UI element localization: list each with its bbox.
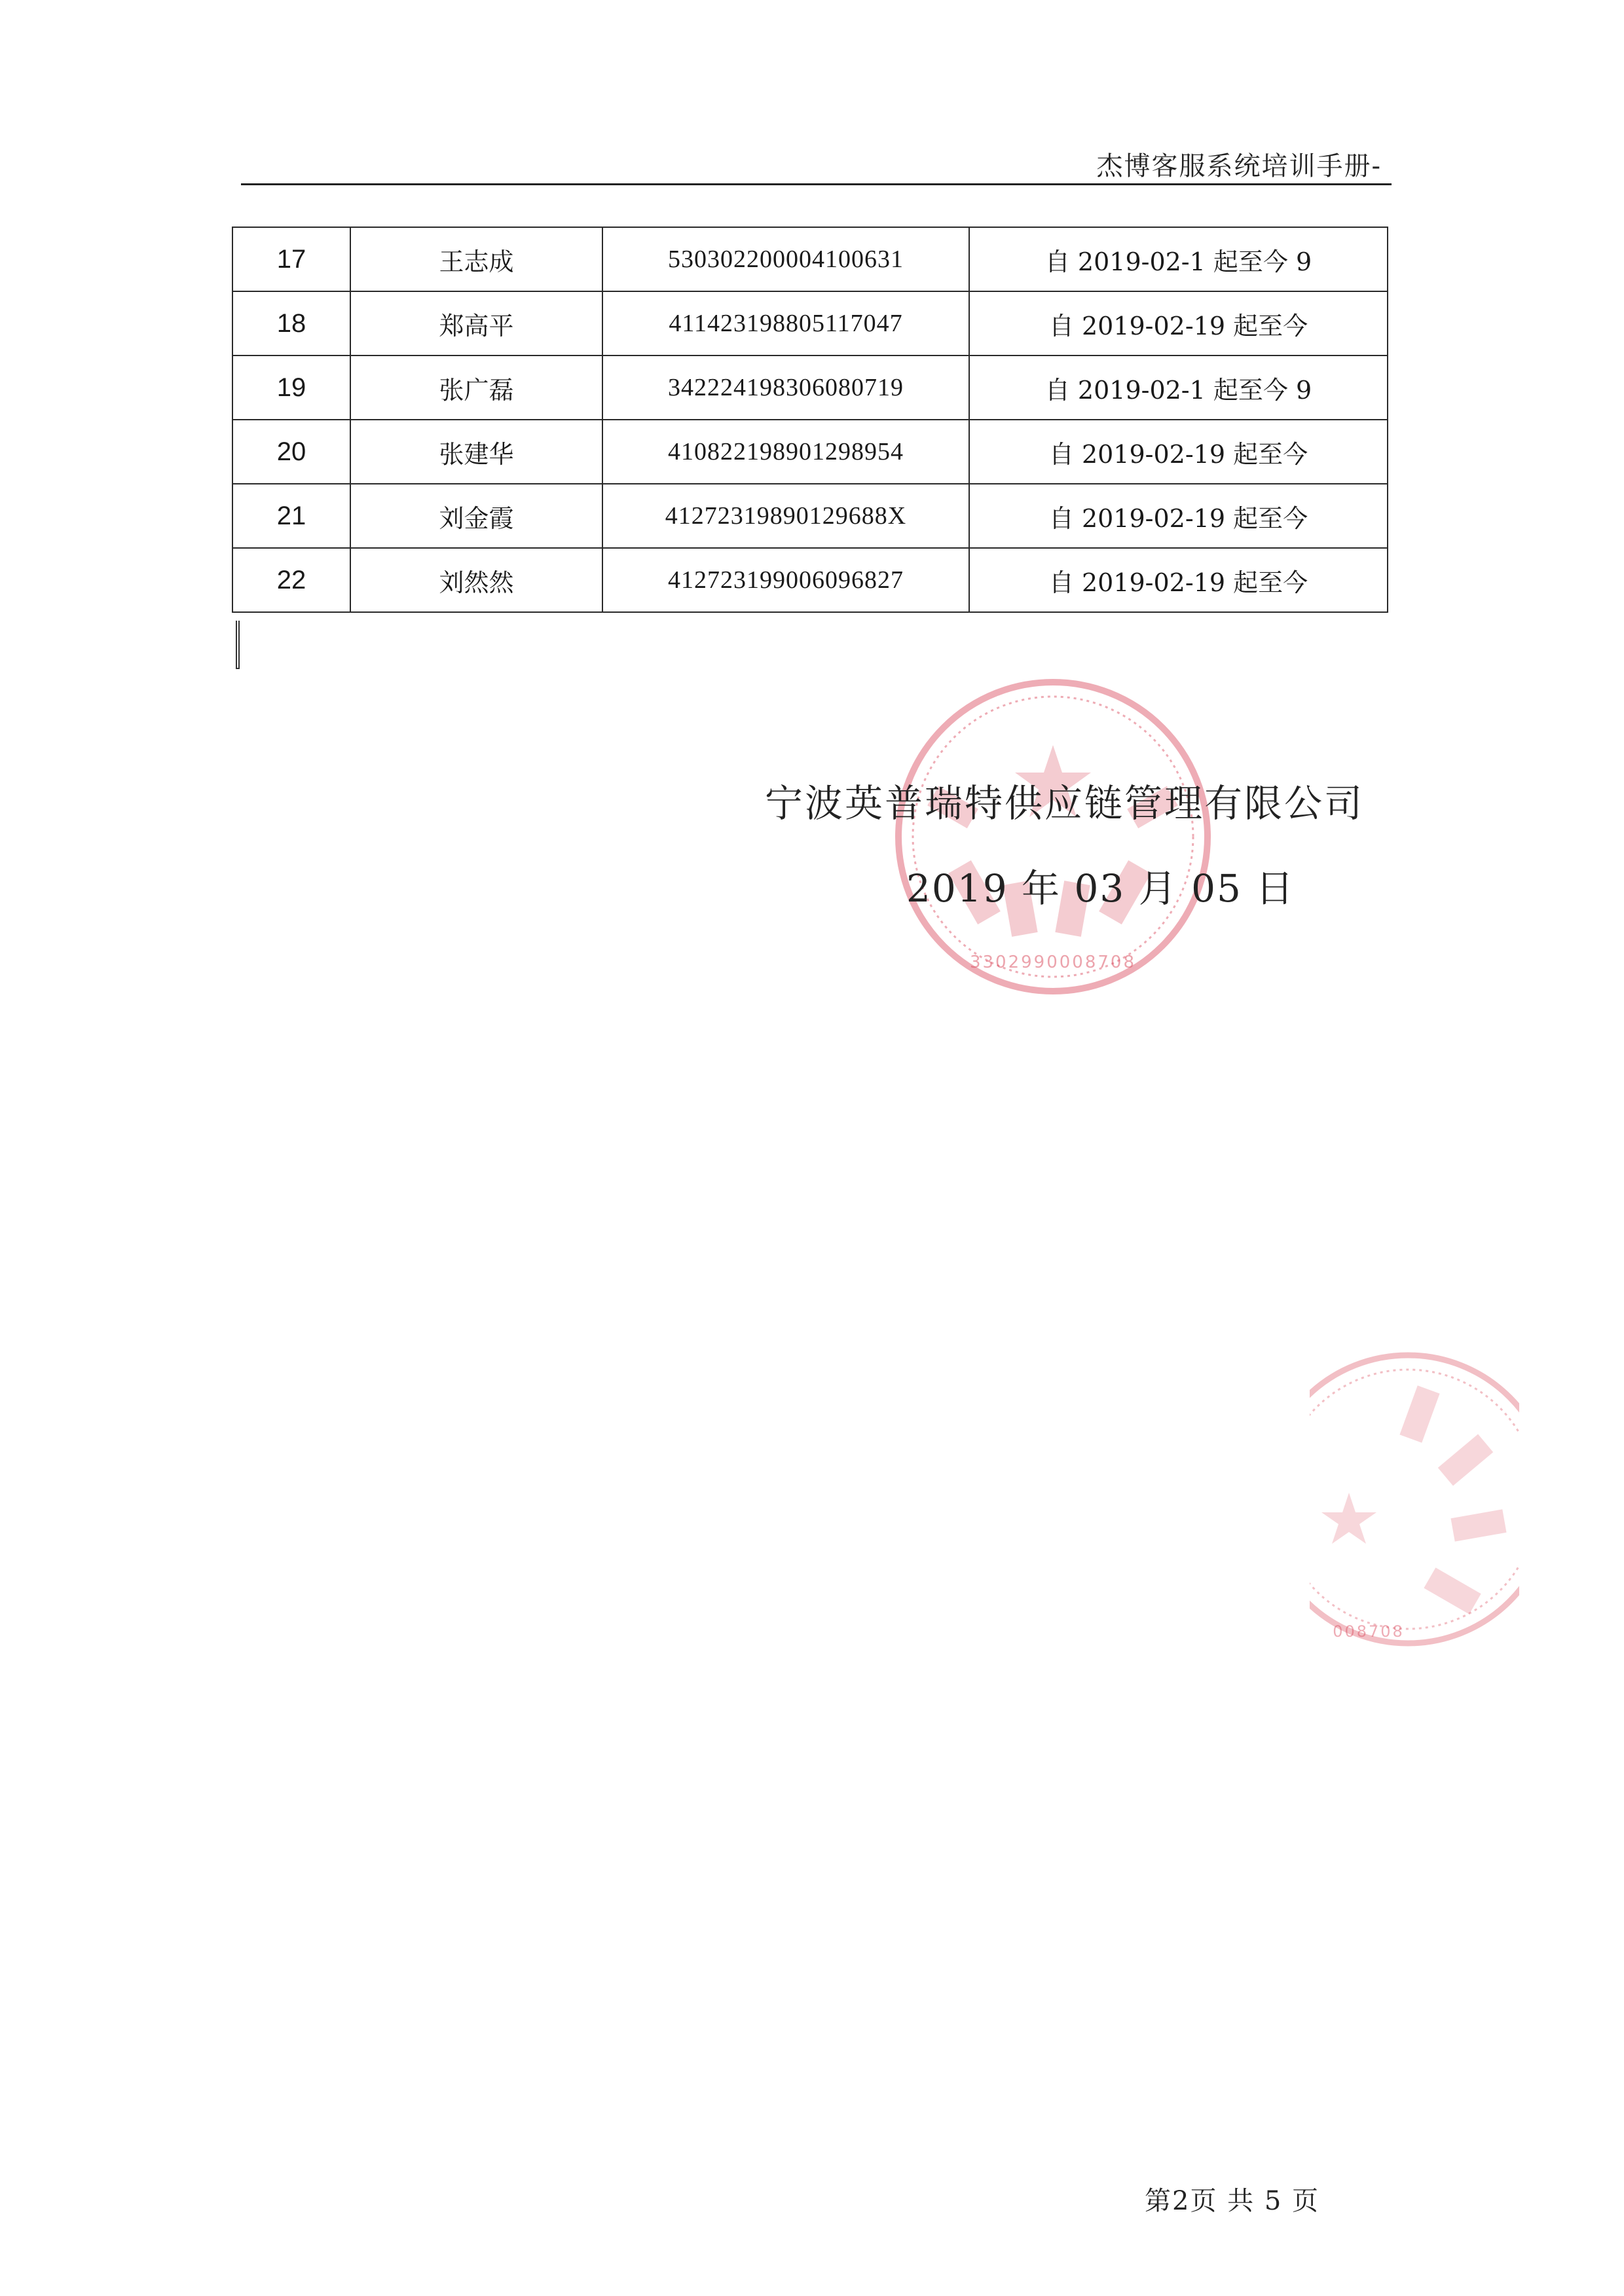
header-title: 杰博客服系统培训手册- — [1096, 151, 1382, 181]
id-number: 530302200004100631 — [602, 227, 969, 291]
seal-number: 3302990008708 — [969, 953, 1137, 972]
row-number: 19 — [232, 355, 350, 420]
employment-period: 自 2019-02-1 起至今 9 — [969, 227, 1388, 291]
id-number: 342224198306080719 — [602, 355, 969, 420]
row-number: 20 — [232, 420, 350, 484]
row-number: 18 — [232, 291, 350, 355]
table-row — [232, 484, 1388, 548]
table-row — [232, 291, 1388, 355]
employee-name: 刘然然 — [350, 548, 602, 612]
employment-period: 自 2019-02-19 起至今 — [969, 420, 1388, 484]
table-stub-line — [236, 621, 240, 669]
page-footer: 第2页 共 5 页 — [1145, 2186, 1320, 2216]
signature-date: 2019 年 03 月 05 日 — [906, 866, 1295, 911]
table-row — [232, 548, 1388, 612]
employment-period: 自 2019-02-1 起至今 9 — [969, 355, 1388, 420]
employment-period: 自 2019-02-19 起至今 — [969, 484, 1388, 548]
company-seal — [883, 666, 1223, 1007]
employee-name: 王志成 — [350, 227, 602, 291]
employee-name: 刘金霞 — [350, 484, 602, 548]
company-name: 宁波英普瑞特供应链管理有限公司 — [765, 781, 1365, 826]
id-number: 411423198805117047 — [602, 291, 969, 355]
row-number: 22 — [232, 548, 350, 612]
employment-period: 自 2019-02-19 起至今 — [969, 548, 1388, 612]
header-rule — [241, 183, 1392, 185]
id-number: 412723199006096827 — [602, 548, 969, 612]
table-row — [232, 355, 1388, 420]
table-row — [232, 420, 1388, 484]
row-number: 21 — [232, 484, 350, 548]
seal-partial-number: 008708 — [1333, 1622, 1405, 1641]
employee-name: 郑高平 — [350, 291, 602, 355]
id-number: 410822198901298954 — [602, 420, 969, 484]
employee-name: 张广磊 — [350, 355, 602, 420]
employee-table — [232, 227, 1388, 613]
employee-name: 张建华 — [350, 420, 602, 484]
id-number: 41272319890129688X — [602, 484, 969, 548]
employment-period: 自 2019-02-19 起至今 — [969, 291, 1388, 355]
table-row — [232, 227, 1388, 291]
partial-seal — [1310, 1329, 1519, 1669]
row-number: 17 — [232, 227, 350, 291]
